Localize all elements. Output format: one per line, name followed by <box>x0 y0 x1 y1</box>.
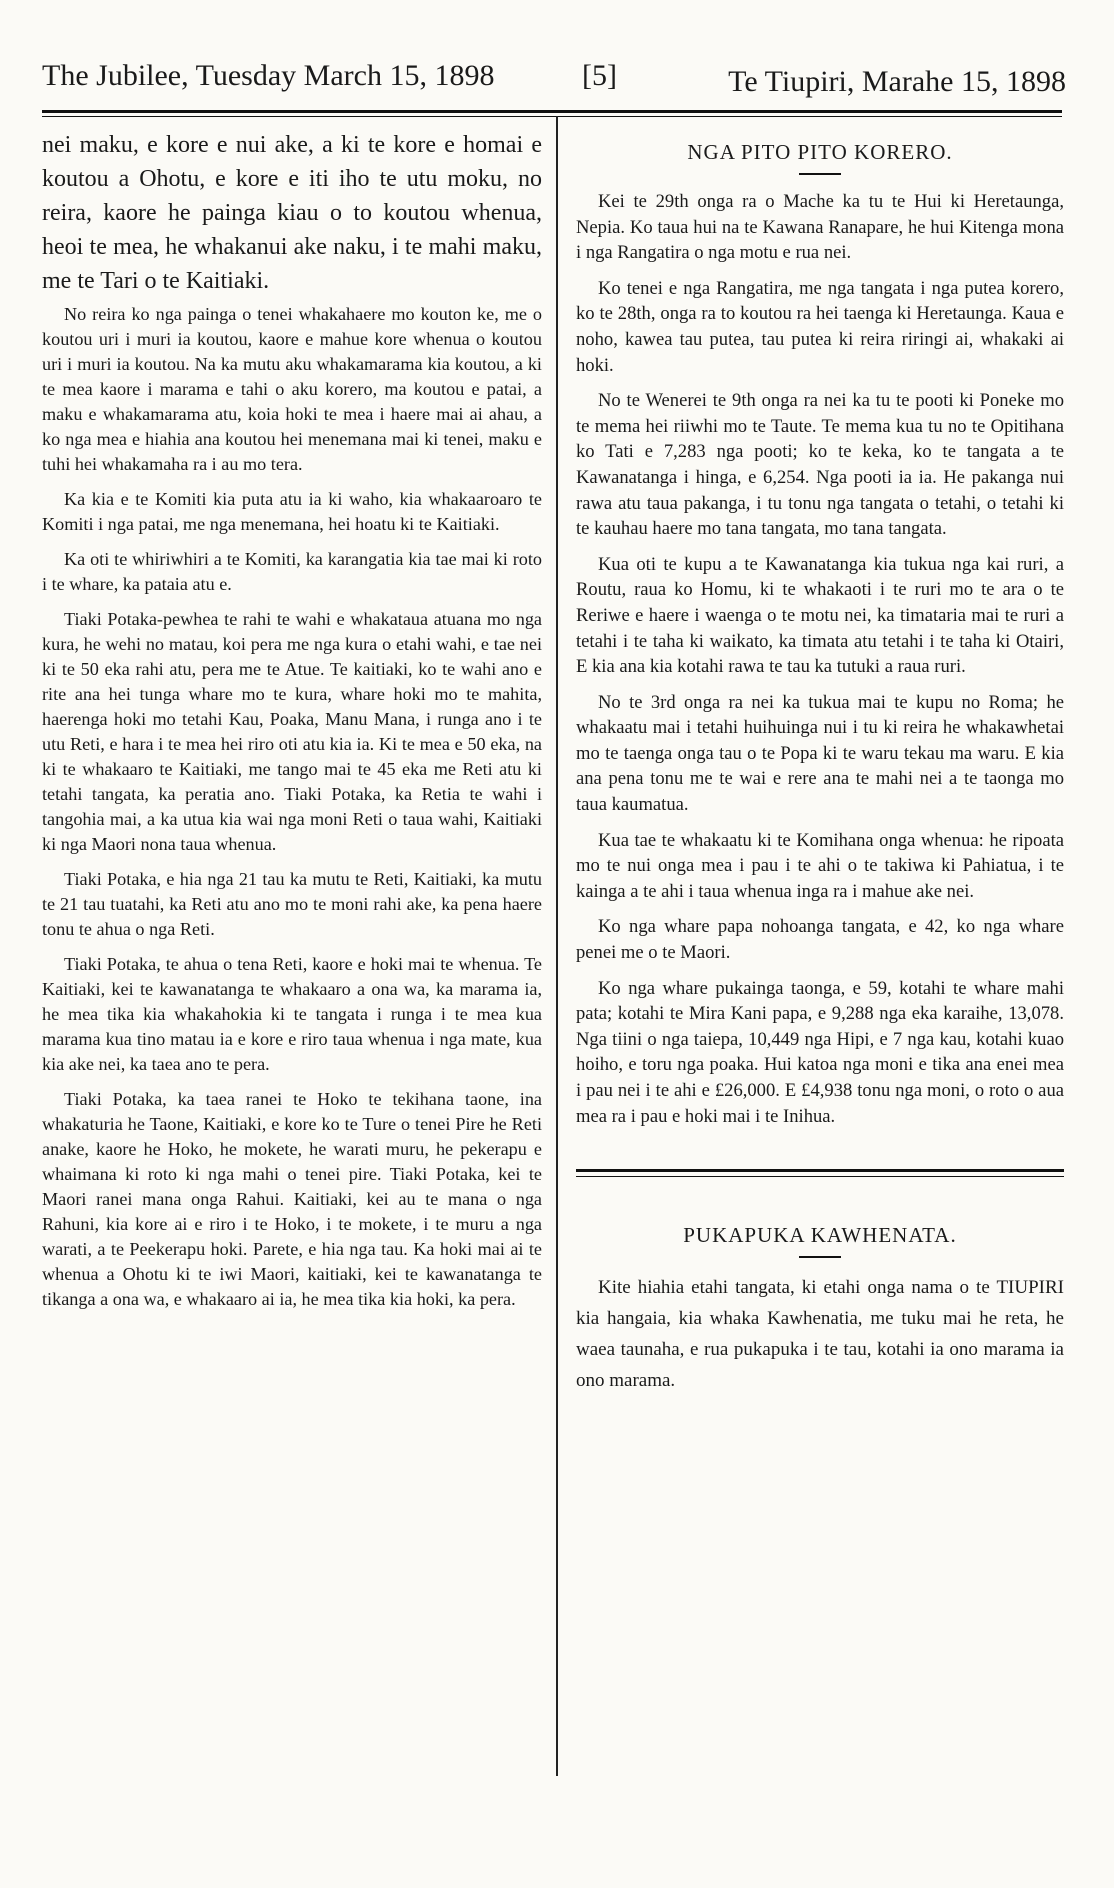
paragraph: Kite hiahia etahi tangata, ki etahi onga nama o te TIUPIRI kia hangaia, kia whaka Kawhenatia, me tuku mai he reta, he waea taunaha, e rua pukapuka i te tau, kotahi ia ono marama ia ono marama. <box>576 1277 1064 1392</box>
column-divider <box>556 116 558 1776</box>
paragraph: nei maku, e kore e nui ake, a ki te kore e homai e koutou a Ohotu, e kore e iti iho te utu moku, no reira, kaore he painga kiau o to koutou whenua, heoi te mea, he whakanui ake naku, i te mahi maku, me te Tari o te Kaitiaki. <box>42 132 542 294</box>
section-title-binding: PUKAPUKA KAWHENATA. <box>683 1223 957 1248</box>
paragraph: Ko nga whare pukainga taonga, e 59, kotahi te whare mahi pata; kotahi te Mira Kani papa, e 9,288 nga eka karaihe, 13,078. Nga tiini o nga taiepa, 10,449 nga Hipi, e 7 nga kau, kotahi kuao hoiho, e toru nga poaka. Hui katoa nga moni e tika ana enei mea i pau nei i te ahi e £26,000. E £4,938 tonu nga moni, o roto o aua mea ra i pau e hoki mai i te Inihua. <box>576 977 1064 1127</box>
paragraph: Kua oti te kupu a te Kawanatanga kia tukua nga kai ruri, a Routu, raua ko Homu, ki te whakaoti i te ruri mo te ara o te Reriwe e haere i waenga o te motu nei, ka timataria mai te ruri a tetahi i te taha ki waikato, ka timata atu tetahi i te taha ki Otairi, E kia ana kia kotahi rawa te tau ka tutuki a raua ruri. <box>576 553 1064 678</box>
paragraph: Tiaki Potaka, e hia nga 21 tau ka mutu te Reti, Kaitiaki, ka mutu te 21 tau tuatahi, ka Reti atu ano mo te moni rahi ake, ka pena haere tonu te ahua o nga Reti. <box>42 869 542 939</box>
right-column <box>576 140 1064 1406</box>
paragraph: No te 3rd onga ra nei ka tukua mai te kupu no Roma; he whakaatu mai i tetahi huihuinga nui i tu ki reira he whakawhetai mo te taenga onga tau o te Popa ki te waru tekau ma waru. E kia ana pena tonu me te wai e rere ana te mahi nei a te taonga mo taua kaumatua. <box>576 691 1064 816</box>
header-maori-date: Te Tiupiri, Marahe 15, 1898 <box>728 65 1066 98</box>
paragraph: Tiaki Potaka, te ahua o tena Reti, kaore e hoki mai te whenua. Te Kaitiaki, kei te kawanatanga te whakaaro a ona wa, ka marama ia, he mea tika kia whakahokia ki te tangata i runga i te mea kua marama kua tino matau ia e kore e riro taua whenua i nga mate, kua kia ake nei, ka taea ano te pera. <box>42 954 542 1074</box>
paragraph: No te Wenerei te 9th onga ra nei ka tu te pooti ki Poneke mo te mema hei riiwhi mo te Taute. Te mema kua tu no te Opitihana ko Tati e 7,283 nga pooti; ko te keka, ko te tangata a te Kawanatanga i hinga, e 6,254. Nga pooti ia ia. He pakanga nui rawa atu taua pakanga, i tu tonu nga tangata o tetahi, o tetahi ki te kauhau haere mo tana tangata, mo tana tangata. <box>576 390 1064 540</box>
page-number: [5] <box>582 59 617 92</box>
paragraph: Ka oti te whiriwhiri a te Komiti, ka karangatia kia tae mai ki roto i te whare, ka pataia atu e. <box>42 549 542 594</box>
left-column <box>42 128 542 1322</box>
section-rule <box>576 1169 1064 1177</box>
paragraph: Ko tenei e nga Rangatira, me nga tangata i nga putea korero, ko te 28th, onga ra to koutou ra hei taenga ki Heretaunga. Kaua e noho, kawea tau putea, tau putea ki reira riringi ai, whakaki ai hoki. <box>576 277 1064 376</box>
header-rule <box>42 110 1062 117</box>
title-rule <box>799 173 841 175</box>
paragraph: No reira ko nga painga o tenei whakahaere mo kouton ke, me o koutou uri i muri ia koutou, kaore e mahue kore whenua o koutou uri i muri ia koutou. Na ka mutu aku whakamarama kia koutou, a ki te mea kaore i marama e tahi o aku korero, ma koutou e patai, a maku e whakamarama atu, koia hoki te mea i haere mai ai ahau, a ko nga mea e hiahia ana koutou hei menemana mai ki tenei, maku e tuhi hei whakamaha ra i au mo tera. <box>42 304 542 474</box>
paragraph: Ka kia e te Komiti kia puta atu ia ki waho, kia whakaaroaro te Komiti i nga patai, me nga menemana, hei hoatu ki te Kaitiaki. <box>42 489 542 534</box>
page-header <box>42 52 1066 100</box>
title-rule <box>799 1256 841 1258</box>
header-english-date: The Jubilee, Tuesday March 15, 1898 <box>42 59 495 92</box>
paragraph: Tiaki Potaka, ka taea ranei te Hoko te tekihana taone, ina whakaturia he Taone, Kaitiaki, e kore ko te Ture o tenei Pire he Reti anake, kaore he Hoko, he mokete, he warati muru, he pekerapu e whaimana ki roto ki nga mahi o tenei pire. Tiaki Potaka, kei te Maori ranei mana onga Rahui. Kaitiaki, kei au te mana o nga Rahuni, kia kore ai e riro i te Hoko, i te mokete, i te muru a nga warati, a te Peekerapu hoki. Parete, e hia nga tau. Ka hoki mai ai te whenua a Ohotu ki te iwi Maori, kaitiaki, kei te kawanatanga te tikanga a ona wa, e whakaaro ai ia, he mea tika kia hoki, ka pera. <box>42 1089 542 1309</box>
paragraph: Kua tae te whakaatu ki te Komihana onga whenua: he ripoata mo te nui onga mea i pau i te ahi o te takiwa ki Pahiatua, i te kainga a te ahi i taua whenua inga ra i mahue ake nei. <box>576 829 1064 902</box>
paragraph: Kei te 29th onga ra o Mache ka tu te Hui ki Heretaunga, Nepia. Ko taua hui na te Kawana Ranapare, he hui Kitenga mona i nga Rangatira o nga motu e rua nei. <box>576 191 1064 264</box>
paragraph: Ko nga whare papa nohoanga tangata, e 42, ko nga whare penei me o te Maori. <box>576 916 1064 964</box>
paragraph: Tiaki Potaka-pewhea te rahi te wahi e whakataua atuana mo nga kura, he wehi no matau, koi pera me nga kura o etahi wahi, e tae nei ki te 50 eka rahi atu, pera me te Atue. Te kaitiaki, ko te wahi ano e rite ana hei tunga whare mo te kura, whare hoki mo te mahita, haerenga hoki mo tetahi Kau, Poaka, Manu Mana, i runga ano i te utu Reti, e hara i te mea hei riro oti atu kia ia. Ki te mea e 50 eka, na ki te whakaaro te Kaitiaki, me tango mai te 45 eka me Reti atu ki tetahi tangata, ka peratia ano. Tiaki Potaka, ka Retia te wahi i tangohia mai, a ka utua kia wai nga moni Reti o taua wahi, Kaitiaki ki nga Maori nona taua whenua. <box>42 609 542 854</box>
section-title-news: NGA PITO PITO KORERO. <box>687 140 953 164</box>
